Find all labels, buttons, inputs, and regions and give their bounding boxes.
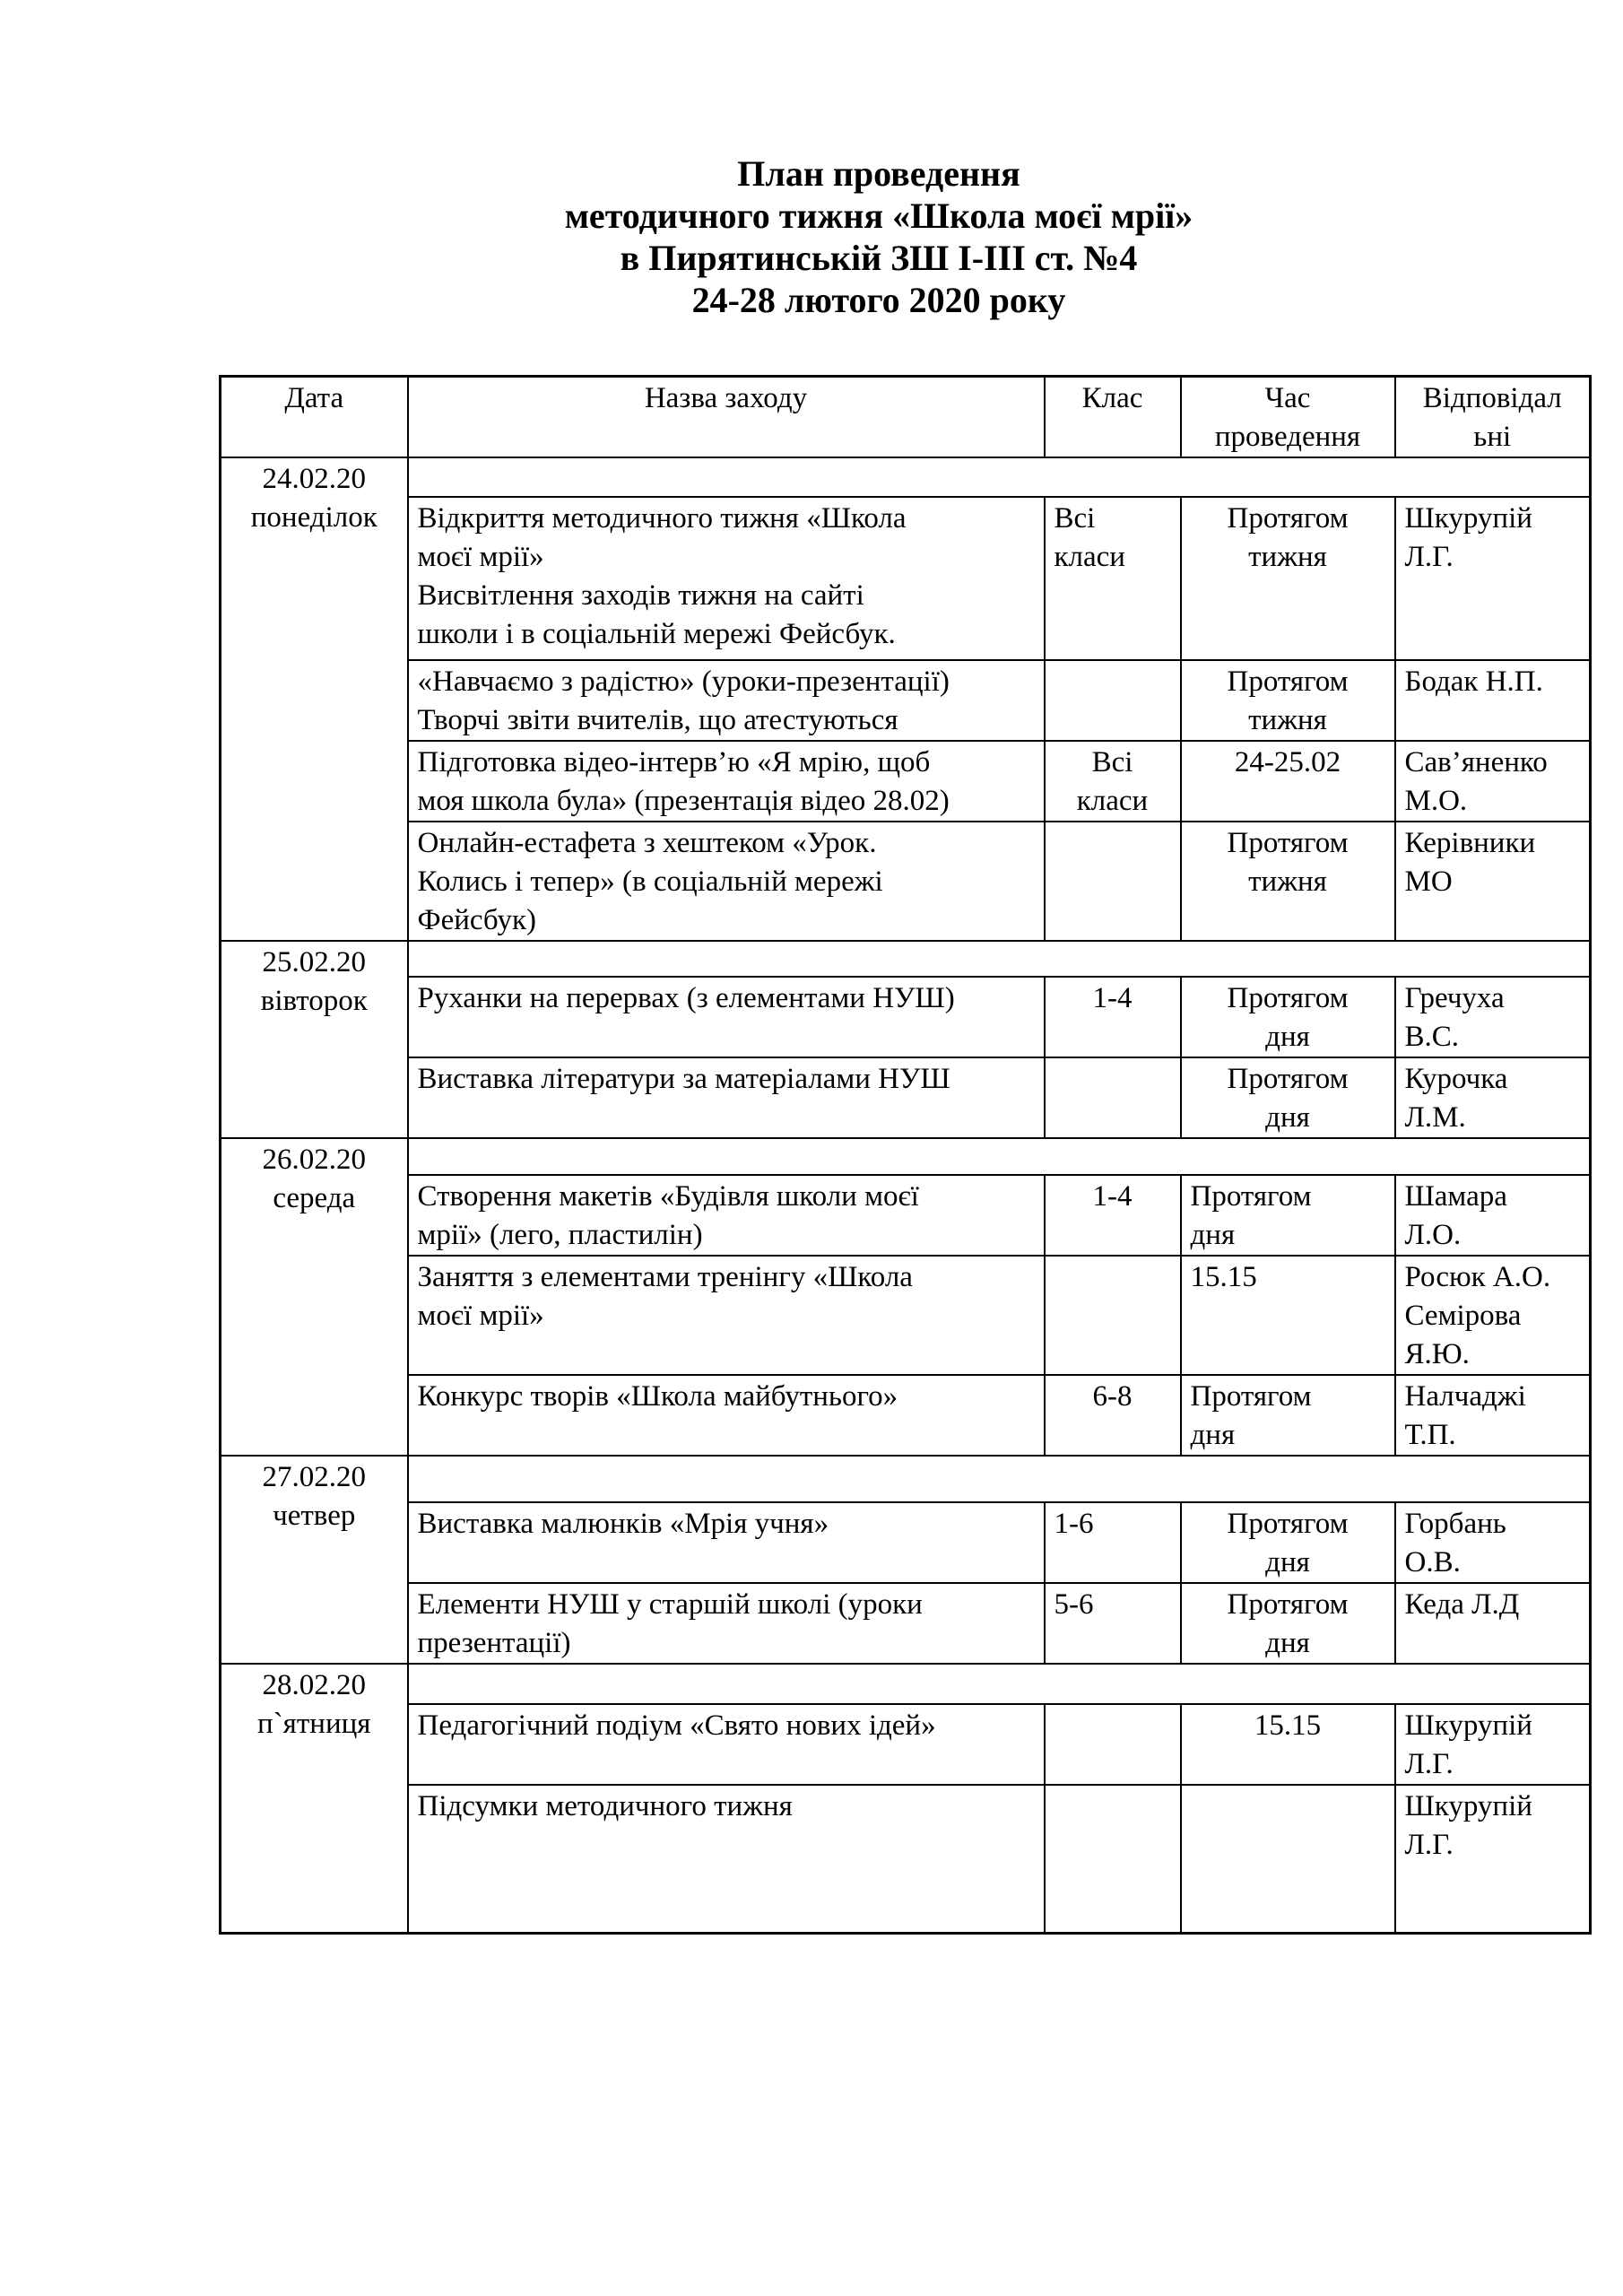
event-row	[221, 660, 1591, 741]
weekday-value: понеділок	[250, 501, 378, 534]
cell-line: тижня	[1248, 541, 1327, 573]
cell-line: М.О.	[1404, 785, 1468, 817]
event-row	[221, 497, 1591, 660]
event-responsible-cell	[1395, 660, 1591, 741]
cell-line: Л.Г.	[1404, 1829, 1454, 1861]
event-class-cell	[1045, 1583, 1181, 1664]
cell-line: Педагогічний подіум «Свято нових ідей»	[417, 1709, 936, 1742]
weekday-value: четвер	[273, 1500, 356, 1532]
event-time-cell	[1181, 1502, 1395, 1583]
event-responsible-cell	[1395, 1175, 1591, 1256]
event-class-cell	[1045, 1502, 1181, 1583]
cell-line: дня	[1190, 1419, 1236, 1451]
cell-line: 15.15	[1190, 1261, 1257, 1293]
event-time-cell	[1181, 1704, 1395, 1785]
cell-line: Л.М.	[1404, 1101, 1466, 1134]
cell-line: 1-4	[1092, 982, 1133, 1014]
cell-line: Протягом	[1227, 1588, 1349, 1621]
date-cell	[221, 457, 408, 941]
document-title	[0, 152, 1623, 321]
event-time-cell	[1181, 660, 1395, 741]
event-responsible-cell	[1395, 977, 1591, 1057]
cell-line: Л.Г.	[1404, 1748, 1454, 1780]
cell-line: «Навчаємо з радістю» (уроки-презентації)	[417, 665, 950, 698]
cell-line: моєї мрії»	[417, 1300, 544, 1332]
cell-line: моя школа була» (презентація відео 28.02)	[417, 785, 950, 817]
event-time-cell	[1181, 1057, 1395, 1138]
event-name-cell	[408, 1785, 1045, 1933]
weekday-value: середа	[273, 1182, 356, 1214]
event-responsible-cell	[1395, 741, 1591, 822]
cell-line: Керівники	[1404, 827, 1536, 859]
cell-line: О.В.	[1404, 1546, 1461, 1578]
date-value: 25.02.20	[262, 946, 366, 978]
event-responsible-cell	[1395, 1502, 1591, 1583]
cell-line: моєї мрії»	[417, 541, 544, 573]
cell-line: Шамара	[1404, 1180, 1507, 1213]
cell-line: МО	[1404, 865, 1453, 898]
cell-line: Заняття з елементами тренінгу «Школа	[417, 1261, 913, 1293]
header-time: Час проведення	[1181, 377, 1395, 458]
cell-line: Підготовка відео-інтерв’ю «Я мрію, щоб	[417, 746, 931, 778]
cell-line: Онлайн-естафета з хештеком «Урок.	[417, 827, 877, 859]
event-time-cell	[1181, 1375, 1395, 1456]
cell-line: Шкурупій	[1404, 1790, 1532, 1822]
cell-line: школи і в соціальній мережі Фейсбук.	[417, 618, 896, 650]
event-class-cell	[1045, 741, 1181, 822]
cell-line: Протягом	[1227, 1063, 1349, 1095]
header-name: Назва заходу	[408, 377, 1045, 458]
cell-line: Горбань	[1404, 1508, 1506, 1540]
cell-line: Курочка	[1404, 1063, 1508, 1095]
event-responsible-cell	[1395, 497, 1591, 660]
cell-line: Виставка малюнків «Мрія учня»	[417, 1508, 829, 1540]
cell-line: Я.Ю.	[1404, 1338, 1470, 1370]
cell-line: Протягом	[1227, 827, 1349, 859]
event-time-cell	[1181, 741, 1395, 822]
event-name-cell	[408, 1375, 1045, 1456]
event-row	[221, 1256, 1591, 1375]
date-value: 27.02.20	[262, 1461, 366, 1493]
event-row	[221, 1175, 1591, 1256]
cell-line: Елементи НУШ у старшій школі (уроки	[417, 1588, 923, 1621]
date-value: 24.02.20	[262, 463, 366, 495]
event-time-cell	[1181, 1175, 1395, 1256]
cell-line: Всі	[1054, 502, 1096, 535]
event-class-cell	[1045, 1375, 1181, 1456]
cell-line: Всі	[1091, 746, 1133, 778]
cell-line: Висвітлення заходів тижня на сайті	[417, 579, 864, 612]
event-time-cell	[1181, 822, 1395, 941]
event-name-cell	[408, 1057, 1045, 1138]
title-line-3: в Пирятинській ЗШ І-ІІІ ст. №4	[620, 238, 1138, 278]
event-name-cell	[408, 1256, 1045, 1375]
event-class-cell	[1045, 1785, 1181, 1933]
cell-line: Підсумки методичного тижня	[417, 1790, 793, 1822]
cell-line: тижня	[1248, 865, 1327, 898]
title-line-1: План проведення	[737, 153, 1020, 194]
cell-line: дня	[1265, 1546, 1310, 1578]
cell-line: Росюк А.О.	[1404, 1261, 1551, 1293]
cell-line: Шкурупій	[1404, 1709, 1532, 1742]
event-name-cell	[408, 1502, 1045, 1583]
cell-line: Т.П.	[1404, 1419, 1456, 1451]
cell-line: Протягом	[1227, 502, 1349, 535]
title-line-2: методичного тижня «Школа моєї мрії»	[564, 196, 1193, 236]
event-row	[221, 1057, 1591, 1138]
header-class: Клас	[1045, 377, 1181, 458]
cell-line: Л.Г.	[1404, 541, 1454, 573]
event-time-cell	[1181, 977, 1395, 1057]
table-header-row	[221, 377, 1591, 458]
event-class-cell	[1045, 1256, 1181, 1375]
event-row	[221, 1502, 1591, 1583]
day-header-row	[221, 457, 1591, 497]
date-cell	[221, 1456, 408, 1664]
day-spacer-cell	[408, 941, 1591, 977]
cell-line: дня	[1265, 1101, 1310, 1134]
event-responsible-cell	[1395, 1256, 1591, 1375]
event-name-cell	[408, 660, 1045, 741]
weekday-value: вівторок	[260, 985, 368, 1017]
cell-line: класи	[1076, 785, 1149, 817]
event-class-cell	[1045, 497, 1181, 660]
plan-table-body	[221, 457, 1591, 1933]
day-header-row	[221, 1456, 1591, 1502]
weekday-value: п`ятниця	[257, 1708, 371, 1740]
event-name-cell	[408, 1175, 1045, 1256]
cell-line: 15.15	[1254, 1709, 1322, 1742]
cell-line: Протягом	[1227, 1508, 1349, 1540]
date-value: 26.02.20	[262, 1144, 366, 1176]
cell-line: класи	[1054, 541, 1125, 573]
cell-line: 24-25.02	[1234, 746, 1341, 778]
cell-line: Створення макетів «Будівля школи моєї	[417, 1180, 919, 1213]
cell-line: Виставка літератури за матеріалами НУШ	[417, 1063, 950, 1095]
event-class-cell	[1045, 1704, 1181, 1785]
cell-line: Семірова	[1404, 1300, 1522, 1332]
event-row	[221, 1785, 1591, 1933]
cell-line: В.С.	[1404, 1021, 1460, 1053]
event-responsible-cell	[1395, 1375, 1591, 1456]
cell-line: дня	[1265, 1021, 1310, 1053]
header-responsible: Відповідал ьні	[1395, 377, 1591, 458]
event-responsible-cell	[1395, 1583, 1591, 1664]
cell-line: Кеда Л.Д	[1404, 1588, 1520, 1621]
cell-line: Протягом	[1190, 1180, 1312, 1213]
cell-line: презентації)	[417, 1627, 571, 1659]
event-name-cell	[408, 741, 1045, 822]
date-cell	[221, 941, 408, 1138]
event-row	[221, 822, 1591, 941]
event-row	[221, 1583, 1591, 1664]
cell-line: Конкурс творів «Школа майбутнього»	[417, 1380, 898, 1413]
cell-line: тижня	[1248, 704, 1327, 736]
cell-line: 1-4	[1092, 1180, 1133, 1213]
cell-line: 5-6	[1054, 1588, 1094, 1621]
cell-line: Налчаджі	[1404, 1380, 1526, 1413]
cell-line: Протягом	[1227, 665, 1349, 698]
event-name-cell	[408, 1583, 1045, 1664]
day-header-row	[221, 1138, 1591, 1175]
event-row	[221, 1375, 1591, 1456]
day-spacer-cell	[408, 1456, 1591, 1502]
date-cell	[221, 1664, 408, 1933]
day-spacer-cell	[408, 1664, 1591, 1704]
day-spacer-cell	[408, 1138, 1591, 1175]
title-line-4: 24-28 лютого 2020 року	[691, 280, 1066, 320]
event-time-cell	[1181, 1583, 1395, 1664]
event-row	[221, 741, 1591, 822]
date-cell	[221, 1138, 408, 1456]
event-time-cell	[1181, 497, 1395, 660]
event-responsible-cell	[1395, 822, 1591, 941]
day-header-row	[221, 1664, 1591, 1704]
event-class-cell	[1045, 822, 1181, 941]
event-class-cell	[1045, 1175, 1181, 1256]
cell-line: Протягом	[1190, 1380, 1312, 1413]
cell-line: мрії» (лего, пластилін)	[417, 1219, 703, 1251]
cell-line: Колись і тепер» (в соціальній мережі	[417, 865, 883, 898]
event-class-cell	[1045, 660, 1181, 741]
event-class-cell	[1045, 1057, 1181, 1138]
cell-line: Руханки на перервах (з елементами НУШ)	[417, 982, 955, 1014]
cell-line: Відкриття методичного тижня «Школа	[417, 502, 907, 535]
cell-line: Гречуха	[1404, 982, 1505, 1014]
event-responsible-cell	[1395, 1704, 1591, 1785]
event-name-cell	[408, 497, 1045, 660]
event-row	[221, 977, 1591, 1057]
cell-line: Шкурупій	[1404, 502, 1532, 535]
plan-table	[219, 375, 1592, 1935]
event-name-cell	[408, 822, 1045, 941]
cell-line: 1-6	[1054, 1508, 1094, 1540]
cell-line: Творчі звіти вчителів, що атестуються	[417, 704, 898, 736]
day-header-row	[221, 941, 1591, 977]
date-value: 28.02.20	[262, 1669, 366, 1701]
event-responsible-cell	[1395, 1057, 1591, 1138]
header-date: Дата	[221, 377, 408, 458]
cell-line: Фейсбук)	[417, 904, 536, 936]
cell-line: Протягом	[1227, 982, 1349, 1014]
cell-line: Сав’яненко	[1404, 746, 1548, 778]
event-row	[221, 1704, 1591, 1785]
event-responsible-cell	[1395, 1785, 1591, 1933]
event-class-cell	[1045, 977, 1181, 1057]
event-time-cell	[1181, 1256, 1395, 1375]
cell-line: Л.О.	[1404, 1219, 1462, 1251]
day-spacer-cell	[408, 457, 1591, 497]
event-name-cell	[408, 977, 1045, 1057]
cell-line: 6-8	[1092, 1380, 1133, 1413]
event-time-cell	[1181, 1785, 1395, 1933]
cell-line: Бодак Н.П.	[1404, 665, 1543, 698]
cell-line: дня	[1190, 1219, 1236, 1251]
cell-line: дня	[1265, 1627, 1310, 1659]
event-name-cell	[408, 1704, 1045, 1785]
